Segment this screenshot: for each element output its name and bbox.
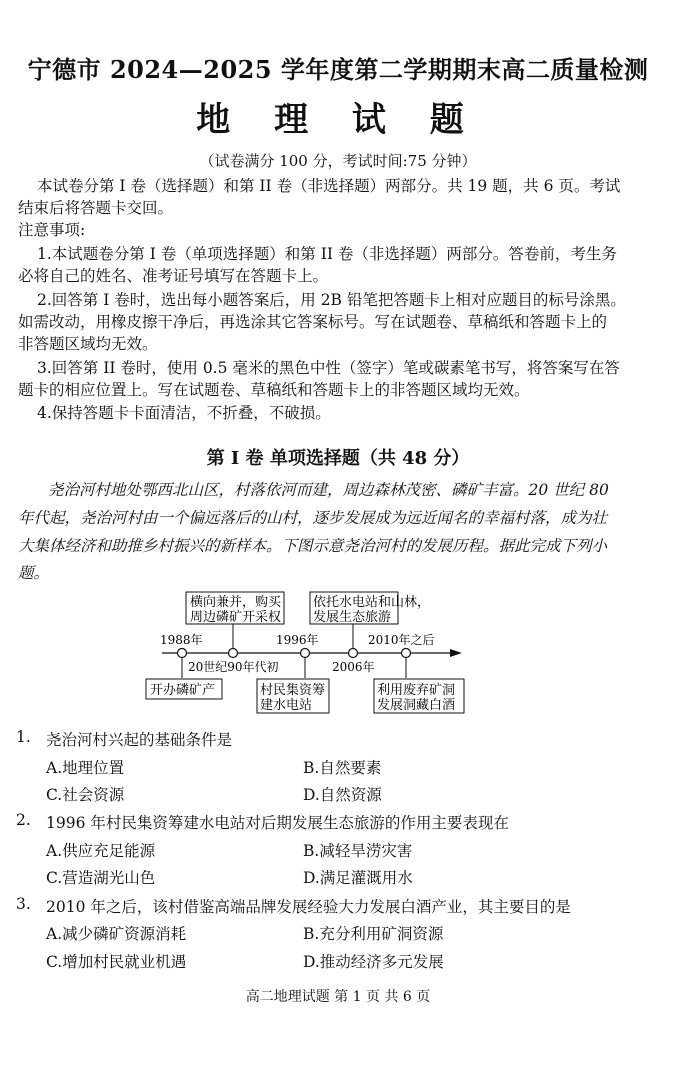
- option[interactable]: D.推动经济多元发展: [303, 953, 444, 971]
- option[interactable]: C.营造湖光山色: [46, 869, 156, 887]
- option[interactable]: A.地理位置: [46, 759, 125, 777]
- exam-info: （试卷满分 100 分，考试时间:75 分钟）: [199, 152, 477, 170]
- note-line: 非答题区域均无效。: [18, 335, 158, 353]
- box-text: 周边磷矿开采权: [190, 610, 282, 625]
- timeline-node: [402, 649, 411, 658]
- question-stem: 2010 年之后，该村借鉴高端品牌发展经验大力发展白酒产业，其主要目的是: [46, 898, 571, 916]
- section-title: 第 I 卷 单项选择题（共 48 分）: [206, 448, 470, 469]
- passage-line: 大集体经济和助推乡村振兴的新样本。下图示意尧治河村的发展历程。据此完成下列小: [18, 537, 608, 555]
- option[interactable]: D.自然资源: [303, 786, 382, 804]
- year-label: 1988年: [160, 633, 203, 647]
- option[interactable]: A.供应充足能源: [46, 842, 156, 860]
- exam-title: 宁德市 2024—2025 学年度第二学期期末高二质量检测: [27, 55, 649, 84]
- note-line: 题卡的相应位置上。写在试题卷、草稿纸和答题卡上的非答题区域均无效。: [18, 381, 530, 399]
- option[interactable]: B.充分利用矿洞资源: [303, 925, 444, 943]
- year-label: 2006年: [332, 660, 375, 674]
- timeline-node: [178, 649, 187, 658]
- page-footer: 高二地理试题 第 1 页 共 6 页: [245, 989, 431, 1005]
- subject-title: 地 理 试 题: [196, 100, 480, 140]
- note-line: 1.本试题卷分第 I 卷（单项选择题）和第 II 卷（非选择题）两部分。答卷前，考生务: [37, 245, 617, 263]
- passage-line: 尧治河村地处鄂西北山区，村落依河而建，周边森林茂密、磷矿丰富。20 世纪 80: [48, 481, 609, 499]
- year-label: 1996年: [276, 633, 319, 647]
- timeline-node: [349, 649, 358, 658]
- box-text: 建水电站: [260, 698, 313, 713]
- option[interactable]: B.自然要素: [303, 759, 382, 777]
- development-timeline: [140, 588, 470, 718]
- box-text: 开办磷矿产: [150, 683, 216, 698]
- box-text: 横向兼并，购买: [190, 595, 282, 610]
- note-line: 如需改动，用橡皮擦干净后，再选涂其它答案标号。写在试题卷、草稿纸和答题卡上的: [18, 313, 608, 331]
- timeline-node: [229, 649, 238, 658]
- timeline-node: [301, 649, 310, 658]
- box-text: 依托水电站和山林，: [313, 595, 431, 610]
- box-text: 村民集资筹: [260, 683, 326, 698]
- option[interactable]: C.增加村民就业机遇: [46, 953, 187, 971]
- option[interactable]: A.减少磷矿资源消耗: [46, 925, 187, 943]
- passage-line: 题。: [18, 564, 50, 582]
- note-line: 必将自己的姓名、准考证号填写在答题卡上。: [18, 267, 329, 285]
- option[interactable]: C.社会资源: [46, 786, 125, 804]
- question-stem: 1996 年村民集资筹建水电站对后期发展生态旅游的作用主要表现在: [46, 814, 509, 832]
- notes-title: 注意事项:: [18, 221, 86, 239]
- note-line: 2.回答第 I 卷时，选出每小题答案后，用 2B 铅笔把答题卡上相对应题目的标号涂黑。: [37, 291, 626, 309]
- intro-line: 本试卷分第 I 卷（选择题）和第 II 卷（非选择题）两部分。共 19 题，共 6 页。考试: [37, 177, 621, 195]
- year-label: 20世纪90年代初: [188, 660, 279, 674]
- option[interactable]: D.满足灌溉用水: [303, 869, 413, 887]
- box-text: 发展生态旅游: [313, 610, 392, 625]
- option[interactable]: B.减轻旱涝灾害: [303, 842, 413, 860]
- year-label: 2010年之后: [368, 633, 435, 647]
- box-text: 发展洞藏白酒: [377, 698, 456, 713]
- intro-line: 结束后将答题卡交回。: [18, 199, 174, 217]
- note-line: 4.保持答题卡卡面清洁，不折叠，不破损。: [37, 404, 331, 422]
- question-number: 2.: [16, 811, 31, 829]
- note-line: 3.回答第 II 卷时，使用 0.5 毫米的黑色中性（签字）笔或碳素笔书写，将答案写在答: [37, 359, 620, 377]
- box-text: 利用废弃矿洞: [377, 683, 456, 698]
- question-stem: 尧治河村兴起的基础条件是: [46, 731, 233, 749]
- passage-line: 年代起，尧治河村由一个偏远落后的山村，逐步发展成为远近闻名的幸福村落，成为壮: [18, 509, 608, 527]
- question-number: 1.: [16, 728, 31, 746]
- question-number: 3.: [16, 895, 31, 913]
